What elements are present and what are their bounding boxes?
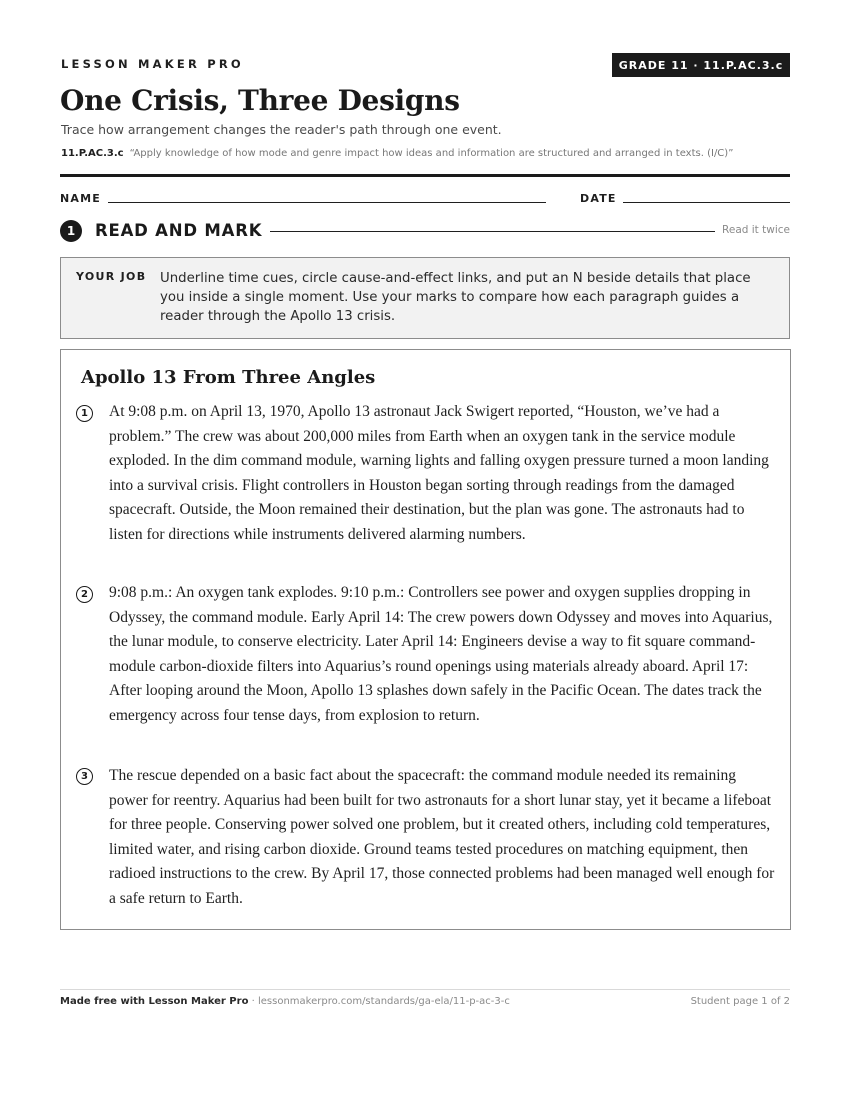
paragraph-number-1: 1 xyxy=(76,405,93,422)
footer-url[interactable]: · lessonmakerpro.com/standards/ga-ela/11-p-ac-3-c xyxy=(248,996,510,1007)
standard-line xyxy=(61,148,733,159)
standard-code: 11.P.AC.3.c xyxy=(61,148,124,159)
section-divider xyxy=(270,231,715,232)
page-subtitle: Trace how arrangement changes the reader's path through one event. xyxy=(61,122,502,137)
standard-text: “Apply knowledge of how mode and genre impact how ideas and information are structured and arranged in texts. (I/C)” xyxy=(129,148,734,159)
paragraph-3: The rescue depended on a basic fact about the spacecraft: the command module needed its remaining power for reentry. Aquarius had been built for two astronauts for a short lunar stay, yet it became a lifeboat for three people. Conserving power solved one problem, but it created others, including cold temperatures, limited water, and rising carbon dioxide. Ground teams tested procedures on matching equipment, then radioed instructions to the crew. By April 17, those connected problems had been managed well enough for a safe return to Earth. xyxy=(109,767,775,907)
passage-title: Apollo 13 From Three Angles xyxy=(81,367,376,388)
date-label: DATE xyxy=(580,192,617,205)
passage-box xyxy=(60,349,791,930)
paragraph-number-3: 3 xyxy=(76,768,93,785)
name-label: NAME xyxy=(60,192,101,205)
section-title: READ AND MARK xyxy=(95,221,263,240)
section-note: Read it twice xyxy=(722,224,790,236)
footer-divider xyxy=(60,989,790,990)
header-divider xyxy=(60,174,790,177)
job-instructions-box xyxy=(60,257,790,339)
section-header xyxy=(60,219,790,243)
brand-name: LESSON MAKER PRO xyxy=(61,57,244,71)
section-number-badge: 1 xyxy=(60,220,82,242)
paragraph-number-2: 2 xyxy=(76,586,93,603)
date-field[interactable] xyxy=(623,202,790,203)
paragraph-2: 9:08 p.m.: An oxygen tank explodes. 9:10 p.m.: Controllers see power and oxygen supplies dropping in Odyssey, the command module. Early April 14: The crew powers down Odyssey and moves into Aquarius, the lunar module, to conserve electricity. Later April 14: Engineers devise a way to fit square command-module carbon-dioxide filters into Aquarius’s round openings using materials already aboard. April 17: After looping around the Moon, Apollo 13 splashes down safely in the Pacific Ocean. The dates track the emergency across four tense days, from explosion to return. xyxy=(109,584,773,724)
paragraph-1: At 9:08 p.m. on April 13, 1970, Apollo 13 astronaut Jack Swigert reported, “Houston, we’ve had a problem.” The crew was about 200,000 miles from Earth when an oxygen tank in the service module exploded. In the dim command module, warning lights and falling oxygen pressure turned a moon landing into a survival crisis. Flight controllers in Houston began sorting through readings from the damaged spacecraft. Outside, the Moon remained their destination, but the plan was gone. The astronauts had to listen for directions while instruments delivered alarming numbers. xyxy=(109,403,769,543)
name-field[interactable] xyxy=(108,202,546,203)
page-title: One Crisis, Three Designs xyxy=(60,84,460,117)
name-date-row xyxy=(60,190,790,206)
job-text: Underline time cues, circle cause-and-effect links, and put an N beside details that place you inside a single moment. Use your marks to compare how each paragraph guides a reader through the Apollo 13 crisis. xyxy=(160,271,751,324)
job-label: YOUR JOB xyxy=(76,270,147,283)
grade-badge: GRADE 11 · 11.P.AC.3.c xyxy=(612,53,790,77)
footer-made-with: Made free with Lesson Maker Pro xyxy=(60,996,249,1007)
footer-page-number: Student page 1 of 2 xyxy=(690,996,790,1007)
footer-credit xyxy=(60,996,510,1007)
